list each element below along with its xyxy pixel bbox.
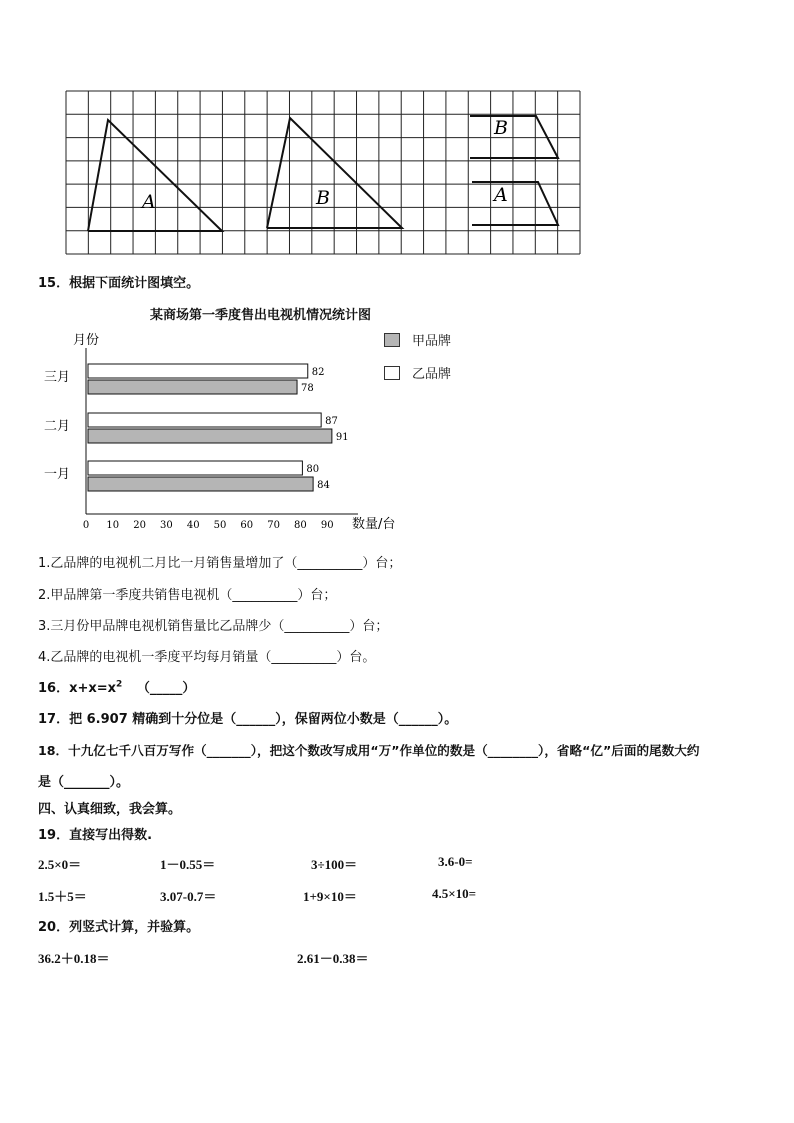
label-b-right: B: [494, 117, 508, 139]
q15-3: 3.三月份甲品牌电视机销售量比乙品牌少（__________）台；: [38, 619, 389, 634]
bar-value-label: 87: [325, 416, 338, 427]
x-tick-label: 90: [320, 520, 334, 531]
calc20-item: 36.2＋0.18＝: [38, 951, 110, 966]
legend-swatch-yi: [384, 366, 400, 380]
shape-b-right: [470, 116, 558, 158]
category-label: 一月: [44, 467, 71, 482]
q16-superscript: 2: [116, 679, 123, 690]
bar-jia: [88, 477, 313, 491]
section-4-heading: 四、认真细致，我会算。: [38, 802, 182, 817]
bar-jia: [88, 380, 297, 394]
bar-yi: [88, 364, 308, 378]
bar-value-label: 91: [335, 432, 349, 443]
legend-label-yi: 乙品牌: [412, 367, 452, 382]
q16: [38, 677, 195, 696]
q18-line1: 18．十九亿七千八百万写作（_______），把这个数改写成用“万”作单位的数是（________），省略“亿”后面的尾数大约: [38, 743, 700, 758]
legend-label-jia: 甲品牌: [412, 334, 452, 349]
category-label: 二月: [44, 419, 71, 434]
q16-expr: 16．x+x=x: [38, 681, 117, 696]
calc20-item: 2.61－0.38＝: [297, 951, 369, 966]
q15-4: 4.乙品牌的电视机一季度平均每月销量（__________）台。: [38, 650, 376, 665]
q17: 17．把 6.907 精确到十分位是（______），保留两位小数是（______）。: [38, 712, 458, 727]
calc19-item: 3.07-0.7＝: [160, 889, 217, 904]
label-a-left: A: [142, 191, 156, 213]
x-tick-label: 80: [294, 520, 307, 531]
shape-a-right: [472, 182, 558, 225]
chart-title: 某商场第一季度售出电视机情况统计图: [150, 308, 372, 323]
bar-yi: [88, 413, 321, 427]
x-tick-label: 0: [82, 520, 90, 531]
legend: [384, 330, 451, 382]
calc19-item: 1.5＋5＝: [38, 889, 87, 904]
q15-2: 2.甲品牌第一季度共销售电视机（__________）台；: [38, 588, 337, 603]
grid-figure: [62, 88, 584, 258]
q15-1: 1.乙品牌的电视机二月比一月销售量增加了（__________）台；: [38, 556, 402, 571]
calc19-item: 1－0.55＝: [160, 857, 216, 872]
x-axis-label: 数量/台: [352, 517, 396, 532]
x-tick-label: 60: [240, 520, 254, 531]
calc19-item: 3÷100＝: [311, 857, 358, 872]
q15-title: 15．根据下面统计图填空。: [38, 276, 200, 291]
x-tick-label: 20: [133, 520, 146, 531]
label-a-right: A: [494, 184, 508, 206]
q18-line2: 是（_______）。: [38, 775, 130, 790]
bar-value-label: 80: [306, 464, 320, 475]
label-b-middle: B: [316, 187, 330, 209]
bar-value-label: 82: [311, 367, 325, 378]
q16-blank: （_____）: [136, 681, 196, 696]
calc19-item: 3.6-0=: [438, 854, 473, 869]
x-tick-label: 30: [160, 520, 173, 531]
x-tick-label: 40: [186, 520, 200, 531]
legend-swatch-jia: [384, 333, 400, 347]
bar-yi: [88, 461, 302, 475]
q20-title: 20．列竖式计算，并验算。: [38, 920, 200, 935]
x-tick-label: 50: [213, 520, 227, 531]
calc19-item: 2.5×0＝: [38, 857, 82, 872]
calc19-item: 1+9×10＝: [303, 889, 357, 904]
bar-value-label: 84: [317, 480, 330, 491]
legend-item-jia: [384, 330, 451, 349]
bar-jia: [88, 429, 332, 443]
category-label: 三月: [44, 370, 71, 385]
bar-value-label: 78: [301, 383, 314, 394]
q19-title: 19．直接写出得数.: [38, 828, 153, 843]
calc19-item: 4.5×10=: [432, 886, 477, 901]
x-tick-label: 10: [106, 520, 120, 531]
x-tick-label: 70: [267, 520, 280, 531]
legend-item-yi: [384, 363, 451, 382]
y-axis-label: 月份: [73, 333, 100, 348]
